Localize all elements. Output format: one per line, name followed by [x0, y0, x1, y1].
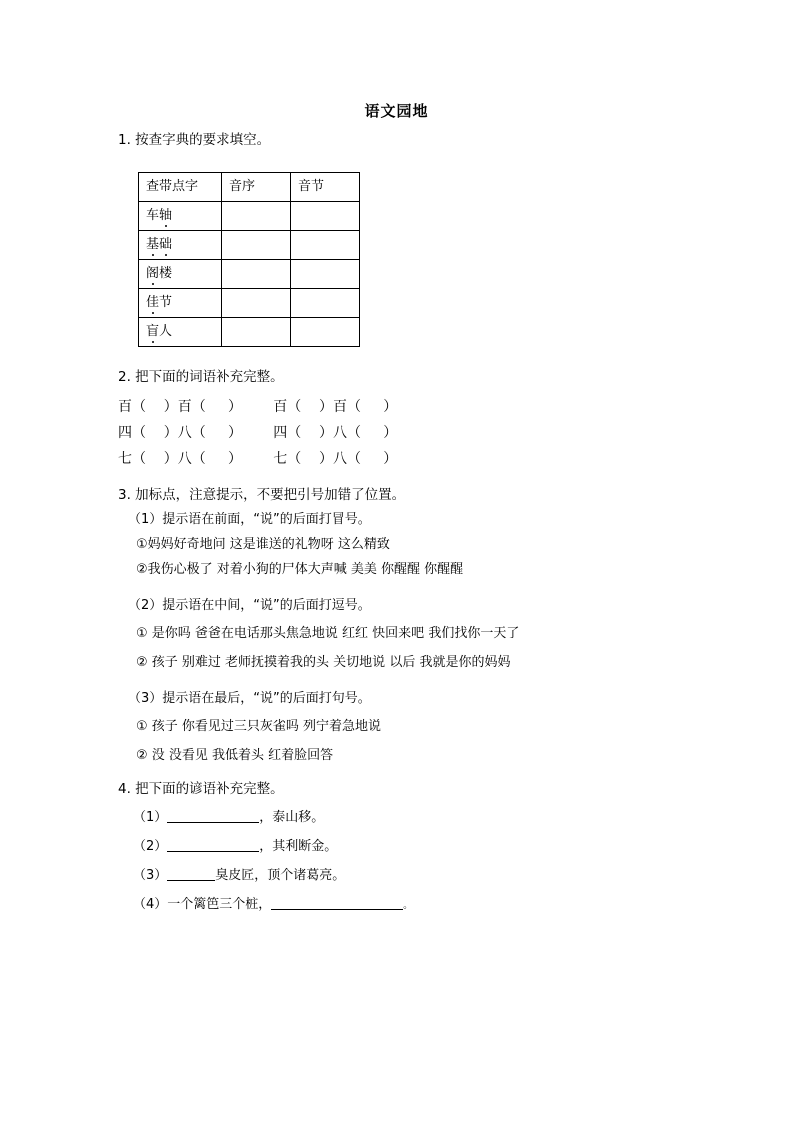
word-fill-row[interactable]: 百（ ）百（ ） 百（ ）百（ ）: [118, 399, 398, 415]
proverb-blank[interactable]: [167, 839, 259, 852]
table-header-yinxu: 音序: [222, 173, 291, 202]
proverb-marker: （2）: [133, 839, 168, 854]
word-fill-row[interactable]: 七（ ）八（ ） 七（ ）八（ ）: [118, 451, 398, 467]
table-cell-word: 阁楼: [139, 260, 222, 289]
proverb-marker: （3）: [133, 868, 168, 883]
proverb-after: 。: [403, 901, 413, 911]
table-header-word: 查带点字: [139, 173, 222, 202]
proverb-after: ，泰山移。: [259, 810, 325, 825]
question-3-item[interactable]: ②我伤心极了 对着小狗的尸体大声喊 美美 你醒醒 你醒醒: [136, 562, 464, 577]
question-4-prompt: 4. 把下面的谚语补充完整。: [118, 781, 284, 797]
proverb-blank[interactable]: [271, 897, 403, 910]
proverb-item: [133, 868, 345, 884]
table-cell-word: 佳节: [139, 289, 222, 318]
table-cell-yinxu[interactable]: [222, 318, 291, 347]
proverb-blank[interactable]: [167, 868, 215, 881]
table-header-yinjie: 音节: [291, 173, 360, 202]
proverb-marker: （4）: [133, 897, 168, 912]
question-3-item[interactable]: ① 是你吗 爸爸在电话那头焦急地说 红红 快回来吧 我们找你一天了: [136, 626, 520, 641]
question-2-prompt: 2. 把下面的词语补充完整。: [118, 369, 284, 385]
proverb-before: 一个篱笆三个桩，: [167, 897, 272, 912]
table-cell-yinjie[interactable]: [291, 318, 360, 347]
question-3-item[interactable]: ①妈妈好奇地问 这是谁送的礼物呀 这么精致: [136, 537, 390, 552]
table-row: [139, 231, 360, 260]
table-cell-word: 基础: [139, 231, 222, 260]
question-3-item[interactable]: ② 没 没看见 我低着头 红着脸回答: [136, 748, 334, 763]
question-3-group-label: （1）提示语在前面，“说”的后面打冒号。: [128, 512, 371, 527]
question-3-item[interactable]: ② 孩子 别难过 老师抚摸着我的头 关切地说 以后 我就是你的妈妈: [136, 655, 511, 670]
proverb-item: [133, 839, 337, 855]
dictionary-table: [138, 172, 360, 347]
proverb-marker: （1）: [133, 810, 168, 825]
table-cell-word: 车轴: [139, 202, 222, 231]
table-cell-yinxu[interactable]: [222, 202, 291, 231]
page-title: 语文园地: [364, 102, 429, 120]
question-3-prompt: 3. 加标点，注意提示，不要把引号加错了位置。: [118, 487, 406, 503]
table-cell-yinjie[interactable]: [291, 231, 360, 260]
table-cell-yinjie[interactable]: [291, 202, 360, 231]
proverb-item: [133, 810, 324, 826]
question-3-group-label: （3）提示语在最后，“说”的后面打句号。: [128, 691, 371, 706]
table-row: [139, 318, 360, 347]
table-row: [139, 202, 360, 231]
table-row: [139, 260, 360, 289]
question-3-group-label: （2）提示语在中间，“说”的后面打逗号。: [128, 598, 371, 613]
proverb-after: ，其利断金。: [259, 839, 338, 854]
question-3-item[interactable]: ① 孩子 你看见过三只灰雀吗 列宁着急地说: [136, 719, 382, 734]
question-1-prompt: 1. 按查字典的要求填空。: [118, 132, 271, 148]
table-cell-yinxu[interactable]: [222, 231, 291, 260]
proverb-after: 臭皮匠，顶个诸葛亮。: [215, 868, 346, 883]
table-cell-yinjie[interactable]: [291, 289, 360, 318]
table-cell-yinjie[interactable]: [291, 260, 360, 289]
proverb-item: [133, 897, 412, 913]
table-cell-yinxu[interactable]: [222, 289, 291, 318]
table-header-row: [139, 173, 360, 202]
table-cell-yinxu[interactable]: [222, 260, 291, 289]
table-row: [139, 289, 360, 318]
word-fill-row[interactable]: 四（ ）八（ ） 四（ ）八（ ）: [118, 425, 398, 441]
proverb-blank[interactable]: [167, 810, 259, 823]
table-cell-word: 盲人: [139, 318, 222, 347]
